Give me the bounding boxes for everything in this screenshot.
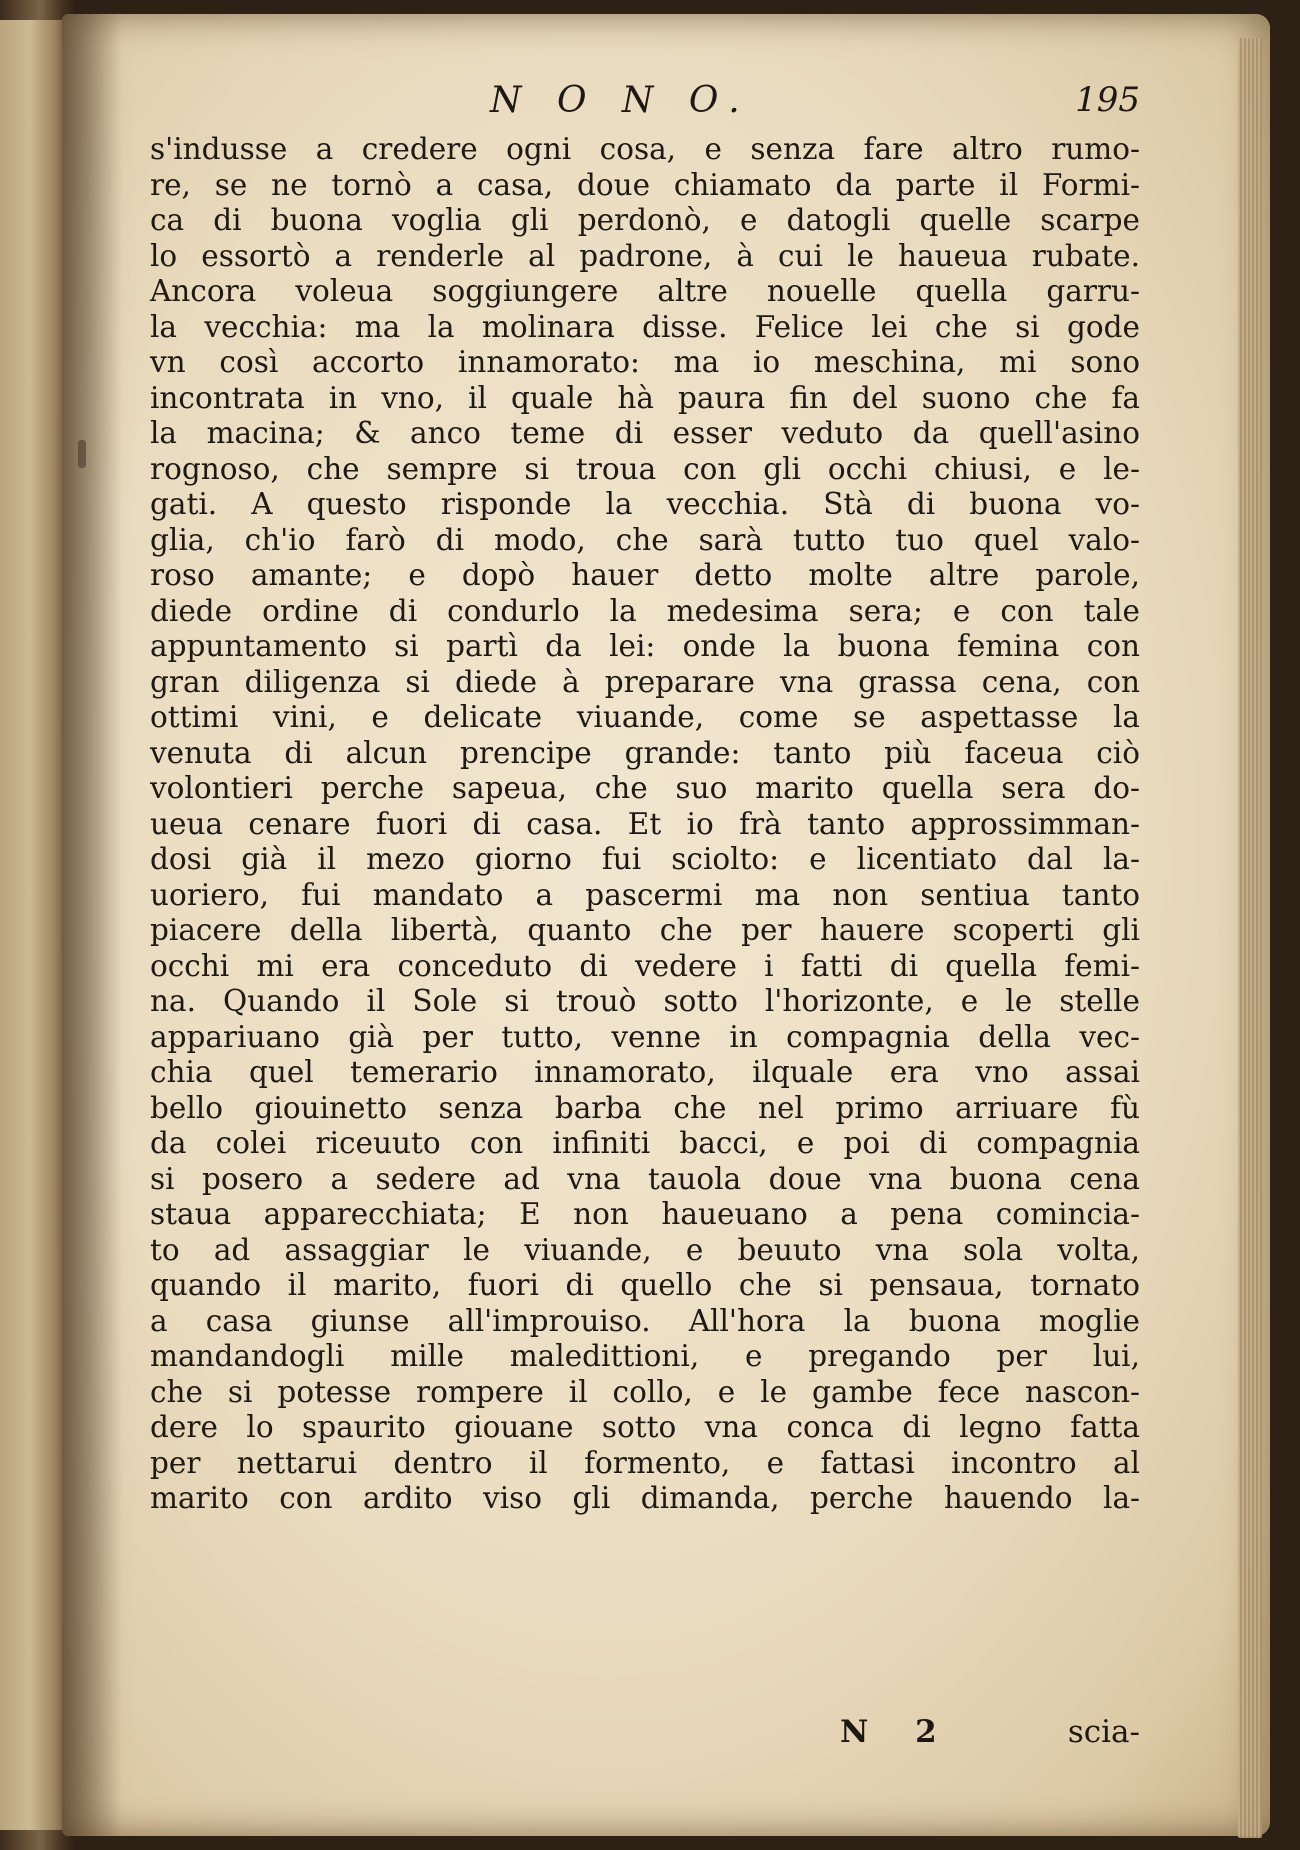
text-line: quando il marito, fuori di quello che si pensaua, tornato [150,1268,1140,1302]
text-line: la vecchia: ma la molinara disse. Felice lei che si gode [150,309,1140,344]
page-header [150,80,1140,130]
text-line: s'indusse a credere ogni cosa, e senza fare altro rumo- [150,132,1140,166]
text-line: rognoso, che sempre si troua con gli occhi chiusi, e le- [150,451,1140,486]
signature-mark: N 2 [840,1714,955,1750]
text-line: lo essortò a renderle al padrone, à cui le haueua rubate. [150,238,1140,273]
margin-mark [78,440,86,468]
text-line: uoriero, fui mandato a pascermi ma non sentiua tanto [150,877,1140,912]
text-line: na. Quando il Sole si trouò sotto l'horizonte, e le stelle [150,984,1140,1018]
text-line: la macina; & anco teme di esser veduto da quell'asino [150,416,1140,450]
text-line: che si potesse rompere il collo, e le gambe fece nascon- [150,1374,1140,1409]
text-line: ottimi vini, e delicate viuande, come se aspettasse la [150,700,1140,734]
text-line: Ancora voleua soggiungere altre nouelle quella garru- [150,274,1140,308]
gutter-shadow [62,14,122,1836]
text-line: to ad assaggiar le viuande, e beuuto vna sola volta, [150,1232,1140,1267]
text-line: occhi mi era conceduto di vedere i fatti di quella femi- [150,948,1140,983]
text-line: bello giouinetto senza barba che nel primo arriuare fù [150,1090,1140,1125]
text-line: per nettarui dentro il formento, e fattasi incontro al [150,1445,1140,1480]
text-line: gati. A questo risponde la vecchia. Stà di buona vo- [150,487,1140,521]
text-line: chia quel temerario innamorato, ilquale era vno assai [150,1055,1140,1089]
text-line: appuntamento si partì da lei: onde la buona femina con [150,629,1140,663]
page-footer [150,1714,1140,1754]
running-title: N O N O. [490,80,752,121]
text-line: marito con ardito viso gli dimanda, perche hauendo la- [150,1481,1140,1515]
text-line: mandandogli mille maledittioni, e pregando per lui, [150,1339,1140,1373]
text-line: piacere della libertà, quanto che per hauere scoperti gli [150,913,1140,947]
text-line: appariuano già per tutto, venne in compagnia della vec- [150,1019,1140,1054]
text-line: venuta di alcun prencipe grande: tanto più faceua ciò [150,735,1140,770]
text-line: si posero a sedere ad vna tauola doue vna buona cena [150,1161,1140,1196]
text-line: vn così accorto innamorato: ma io meschina, mi sono [150,345,1140,379]
text-line: dere lo spaurito giouane sotto vna conca di legno fatta [150,1410,1140,1444]
text-line: a casa giunse all'improuiso. All'hora la buona moglie [150,1303,1140,1338]
text-line: staua apparecchiata; E non haueuano a pena comincia- [150,1197,1140,1231]
text-line: da colei riceuuto con infiniti bacci, e poi di compagnia [150,1126,1140,1160]
page-number: 195 [1075,80,1140,120]
catchword: scia- [1067,1714,1140,1750]
text-line: re, se ne tornò a casa, doue chiamato da parte il Formi- [150,167,1140,202]
text-line: roso amante; e dopò hauer detto molte altre parole, [150,558,1140,592]
body-text [150,132,1140,1517]
text-line: volontieri perche sapeua, che suo marito quella sera do- [150,771,1140,805]
text-line: dosi già il mezo giorno fui sciolto: e licentiato dal la- [150,842,1140,876]
text-line: ueua cenare fuori di casa. Et io frà tanto approssimman- [150,806,1140,841]
page-fore-edge [1238,38,1262,1838]
text-line: glia, ch'io farò di modo, che sarà tutto tuo quel valo- [150,522,1140,557]
text-line: incontrata in vno, il quale hà paura fin del suono che fa [150,380,1140,415]
text-line: gran diligenza si diede à preparare vna grassa cena, con [150,664,1140,699]
text-line: ca di buona voglia gli perdonò, e datogli quelle scarpe [150,203,1140,237]
text-line: diede ordine di condurlo la medesima sera; e con tale [150,593,1140,628]
